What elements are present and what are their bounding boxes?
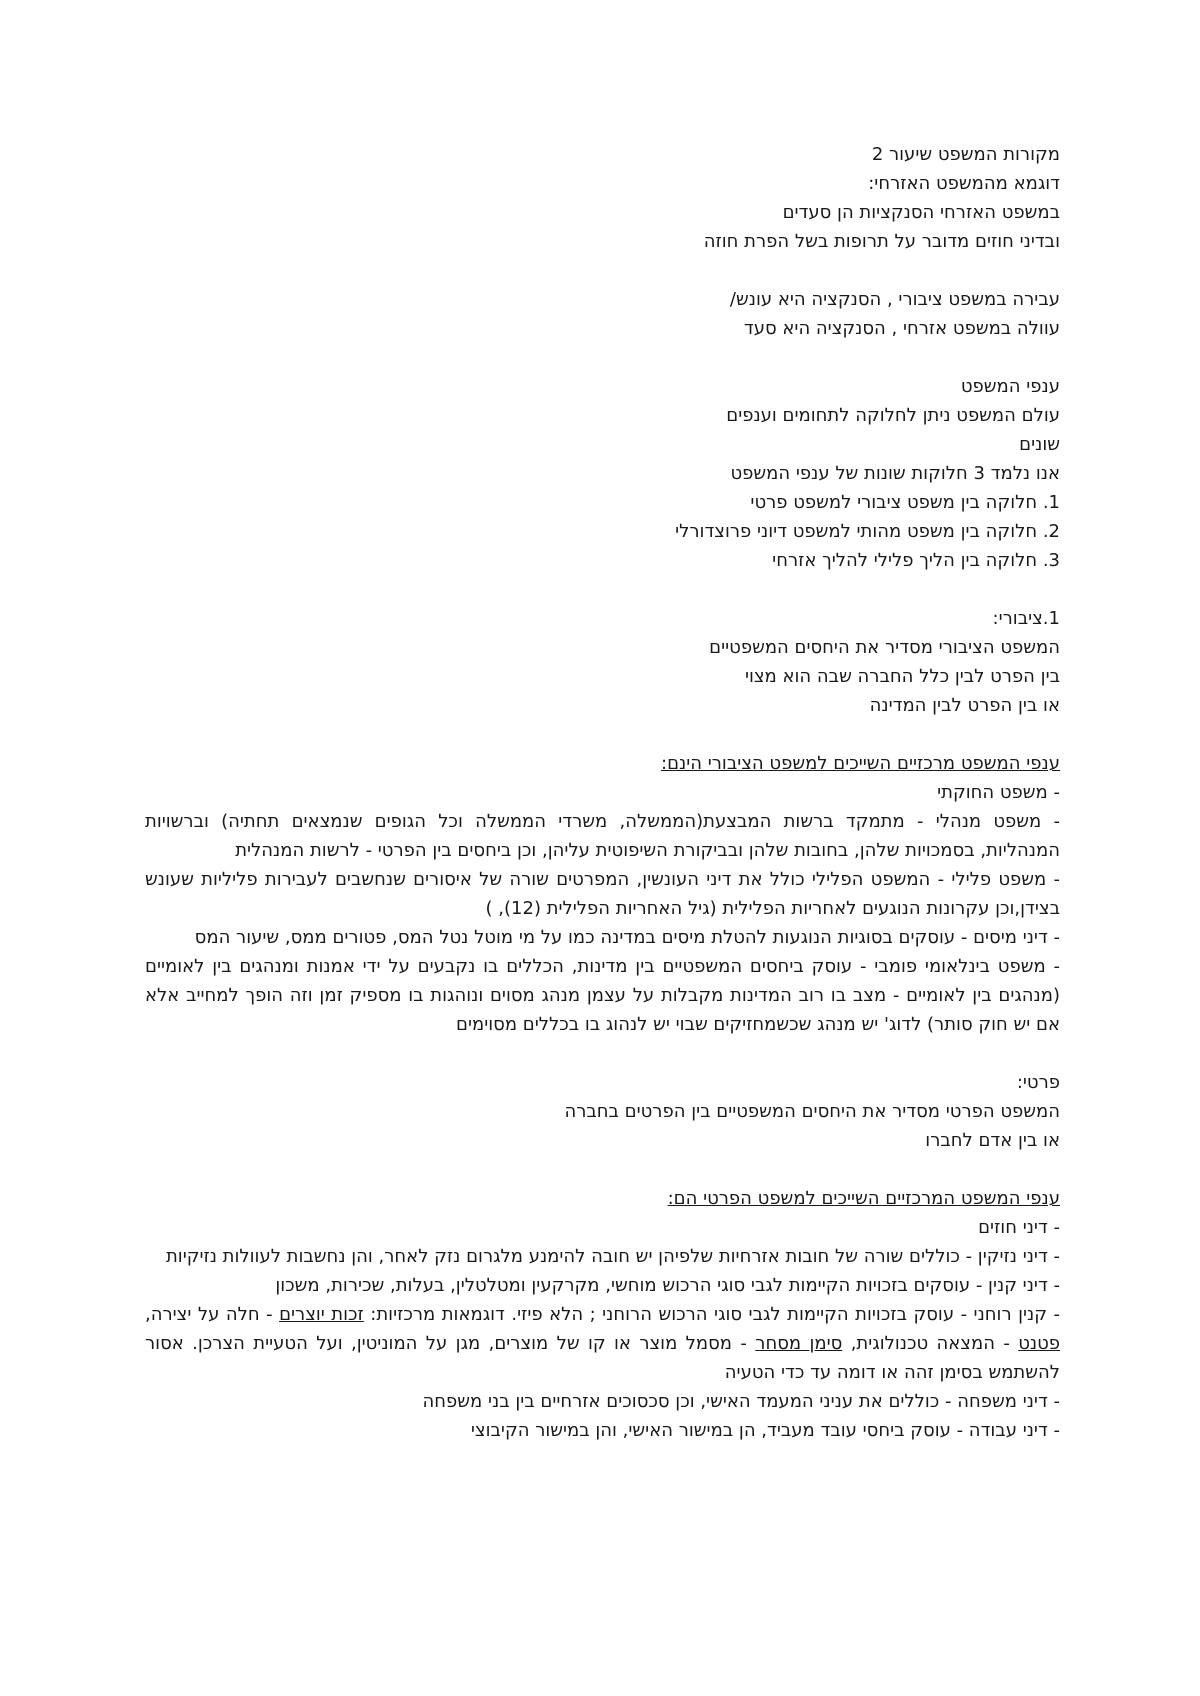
document-page: [145, 140, 1060, 1445]
text-line: עוולה במשפט אזרחי , הסנקציה היא סעד: [743, 318, 1060, 339]
blank-line: [145, 256, 1060, 285]
bullet-item: - משפט מנהלי - מתמקד ברשות המבצעת(הממשלה, משרדי הממשלה וכל הגופים שנמצאים תחתיה) וברשויות המנהליות, בסמכויות שלהן, בחובות שלהן ובביקורת השיפוטית עליהן, וכן ביחסים בין הפרטי - לרשות המנהלית: [145, 811, 1060, 861]
bullet-item: - משפט בינלאומי פומבי - עוסק ביחסים המשפטיים בין מדינות, הכללים בו נקבעים על ידי אמנות ומנהגים בין לאומיים (מנהגים בין לאומיים - מצב בו רוב המדינות מקבלות על עצמן מנהג מסוים ונוהגות בו מספיק זמן וזה הופך למחייב אלא אם יש חוק סותר) לדוג' יש מנהג שכשמחזיקים שבוי יש לנהוג בו בכללים מסוימים: [145, 956, 1060, 1035]
lesson-title: מקורות המשפט שיעור 2: [871, 144, 1060, 165]
bullet-item: - דיני נזיקין - כוללים שורה של חובות אזרחיות שלפיהן יש חובה להימנע מלגרום נזק לאחר, והן נחשבות לעוולות נזיקיות: [165, 1246, 1060, 1267]
numbered-item: 3. חלוקה בין הליך פלילי להליך אזרחי: [772, 550, 1060, 571]
text-line: שונים: [1019, 434, 1060, 455]
bullet-item: - דיני מיסים - עוסקים בסוגיות הנוגעות להטלת מיסים במדינה כמו על מי מוטל נטל המס, פטורים ממס, שיעור המס: [194, 927, 1060, 948]
text-span: - המצאה טכנולוגית,: [842, 1333, 1019, 1354]
public-branches-heading: ענפי המשפט מרכזיים השייכים למשפט הציבורי הינם:: [661, 753, 1060, 774]
bullet-item: - דיני משפחה - כוללים את עניני המעמד האישי, וכן סכסוכים אזרחיים בין בני משפחה: [422, 1391, 1060, 1412]
text-line: עבירה במשפט ציבורי , הסנקציה היא עונש/: [729, 289, 1060, 310]
text-span: - חלה על יצירה,: [145, 1304, 280, 1325]
bullet-item: - דיני קנין - עוסקים בזכויות הקיימות לגבי סוגי הרכוש מוחשי, מקרקעין ומטלטלין, בעלות, שכירות, משכון: [275, 1275, 1060, 1296]
blank-line: [145, 1155, 1060, 1184]
text-line: במשפט האזרחי הסנקציות הן סעדים: [782, 202, 1060, 223]
blank-line: [145, 720, 1060, 749]
patent-link[interactable]: פטנט: [1018, 1333, 1060, 1354]
copyright-link[interactable]: זכות יוצרים: [279, 1304, 364, 1325]
bullet-item: - דיני עבודה - עוסק ביחסי עובד מעביד, הן במישור האישי, והן במישור הקיבוצי: [470, 1420, 1060, 1441]
bullet-item-intellectual-property: [145, 1300, 1060, 1387]
blank-line: [145, 343, 1060, 372]
text-line: אנו נלמד 3 חלוקות שונות של ענפי המשפט: [730, 463, 1060, 484]
bullet-item: - משפט פלילי - המשפט הפלילי כולל את דיני העונשין, המפרטים שורה של איסורים שנחשבים לעבירות פליליות שעונש בצידן,וכן עקרונות הנוגעים לאחריות הפלילית (גיל האחריות הפלילית (12), ): [145, 869, 1060, 919]
text-span: - מסמל מוצר או קו של מוצרים, מגן על המוניטין, ועל הטעיית הצרכן. אסור להשתמש בסימן זהה או דומה עד כדי הטעיה: [145, 1333, 1060, 1383]
trademark-link[interactable]: סימן מסחר: [755, 1333, 843, 1354]
numbered-item: 2. חלוקה בין משפט מהותי למשפט דיוני פרוצדורלי: [675, 521, 1060, 542]
text-line: או בין הפרט לבין המדינה: [869, 695, 1060, 716]
text-span: - קנין רוחני - עוסק בזכויות הקיימות לגבי סוגי הרכוש הרוחני ; הלא פיזי. דוגמאות מרכזיות:: [363, 1304, 1060, 1325]
blank-line: [145, 575, 1060, 604]
section-title-private: פרטי:: [1016, 1072, 1060, 1093]
text-line: המשפט הפרטי מסדיר את היחסים המשפטיים בין הפרטים בחברה: [564, 1101, 1060, 1122]
numbered-item: 1. חלוקה בין משפט ציבורי למשפט פרטי: [750, 492, 1060, 513]
text-line: ובדיני חוזים מדובר על תרופות בשל הפרת חוזה: [703, 231, 1060, 252]
text-line: עולם המשפט ניתן לחלוקה לתחומים וענפים: [726, 405, 1060, 426]
bullet-item: - משפט החוקתי: [937, 782, 1060, 803]
private-branches-heading: ענפי המשפט המרכזיים השייכים למשפט הפרטי הם:: [667, 1188, 1060, 1209]
section-title-public: 1.ציבורי:: [992, 608, 1060, 629]
section-title-branches: ענפי המשפט: [960, 376, 1060, 397]
text-line: בין הפרט לבין כלל החברה שבה הוא מצוי: [744, 666, 1060, 687]
text-line: המשפט הציבורי מסדיר את היחסים המשפטיים: [709, 637, 1060, 658]
civil-example-label: דוגמא מהמשפט האזרחי:: [868, 173, 1060, 194]
bullet-item: - דיני חוזים: [978, 1217, 1060, 1238]
text-line: או בין אדם לחברו: [925, 1130, 1060, 1151]
blank-line: [145, 1039, 1060, 1068]
